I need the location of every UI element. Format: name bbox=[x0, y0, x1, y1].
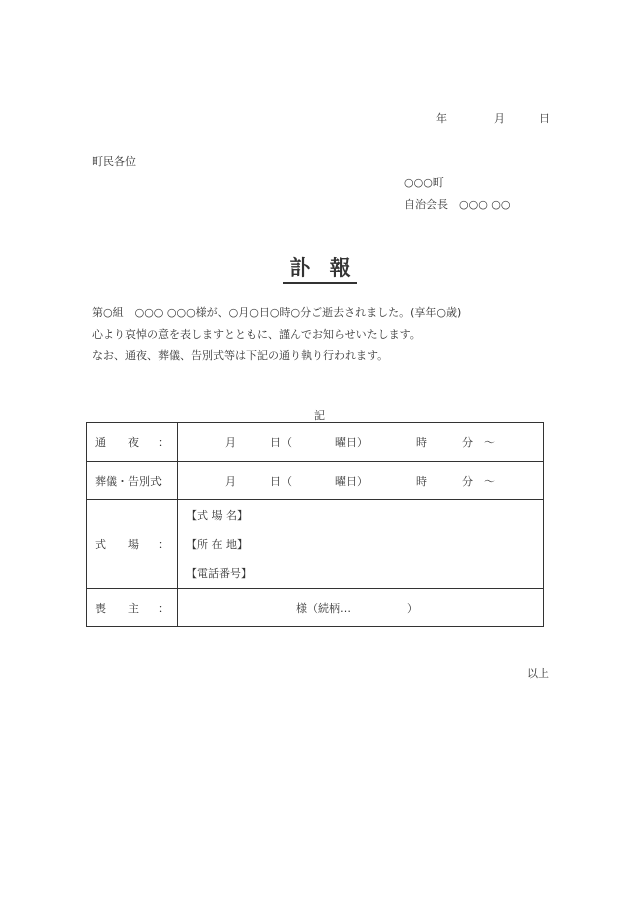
closing: 以上 bbox=[527, 667, 549, 680]
addressee: 町民各位 bbox=[92, 155, 136, 168]
sender-town: ○○○町 bbox=[404, 176, 444, 189]
colon-sougi: ： bbox=[158, 474, 169, 488]
date-month: 月 bbox=[494, 112, 505, 125]
sougi-month: 月 bbox=[225, 474, 236, 488]
row-tsuya bbox=[87, 423, 544, 462]
document-title bbox=[0, 252, 640, 282]
sougi-day: 日（ bbox=[270, 474, 292, 488]
tsuya-hour: 時 bbox=[416, 436, 427, 449]
tsuya-month: 月 bbox=[225, 436, 236, 449]
colon-shikijo: ： bbox=[158, 538, 169, 551]
sougi-hour: 時 bbox=[416, 474, 427, 488]
label-tsuya: 通 夜 bbox=[95, 436, 139, 449]
detail-table bbox=[86, 422, 544, 627]
row-sougi bbox=[87, 462, 544, 500]
sougi-weekday: 曜日） bbox=[335, 474, 368, 488]
label-cell-sougi bbox=[87, 462, 178, 500]
tsuya-weekday: 曜日） bbox=[335, 436, 368, 449]
document-title-text: 訃 報 bbox=[283, 255, 356, 284]
value-cell-shikijo bbox=[178, 500, 544, 589]
label-cell-moshu bbox=[87, 589, 178, 627]
moshu-close: ） bbox=[407, 601, 418, 615]
moshu-value: 様（続柄… bbox=[296, 601, 351, 615]
venue-address: 【所 在 地】 bbox=[186, 538, 248, 551]
colon-moshu: ： bbox=[158, 601, 169, 615]
venue-name: 【式 場 名】 bbox=[186, 509, 248, 522]
value-cell-moshu bbox=[178, 589, 544, 627]
date-day: 日 bbox=[539, 112, 550, 125]
ki-label: 記 bbox=[314, 409, 325, 422]
body-line-2: 心より哀悼の意を表しますとともに、謹んでお知らせいたします。 bbox=[92, 328, 421, 341]
body-line-1: 第○組 ○○○ ○○○様が、○月○日○時○分ご逝去されました。(享年○歳) bbox=[92, 306, 462, 319]
label-sougi: 葬儀・告別式 bbox=[95, 474, 161, 488]
date-year: 年 bbox=[436, 112, 447, 125]
value-cell-sougi bbox=[178, 462, 544, 500]
sender-title: 自治会長 ○○○ ○○ bbox=[404, 198, 511, 211]
tsuya-minute: 分 ～ bbox=[462, 436, 495, 449]
sougi-minute: 分 ～ bbox=[462, 474, 495, 488]
value-cell-tsuya bbox=[178, 423, 544, 462]
label-shikijo: 式 場 bbox=[95, 538, 139, 551]
label-cell-shikijo bbox=[87, 500, 178, 589]
body-line-3: なお、通夜、葬儀、告別式等は下記の通り執り行われます。 bbox=[92, 349, 389, 362]
row-moshu bbox=[87, 589, 544, 627]
label-cell-tsuya bbox=[87, 423, 178, 462]
colon-tsuya: ： bbox=[158, 436, 169, 449]
label-moshu: 喪 主 bbox=[95, 601, 139, 615]
row-shikijo bbox=[87, 500, 544, 589]
venue-phone: 【電話番号】 bbox=[186, 567, 252, 580]
tsuya-day: 日（ bbox=[270, 436, 292, 449]
